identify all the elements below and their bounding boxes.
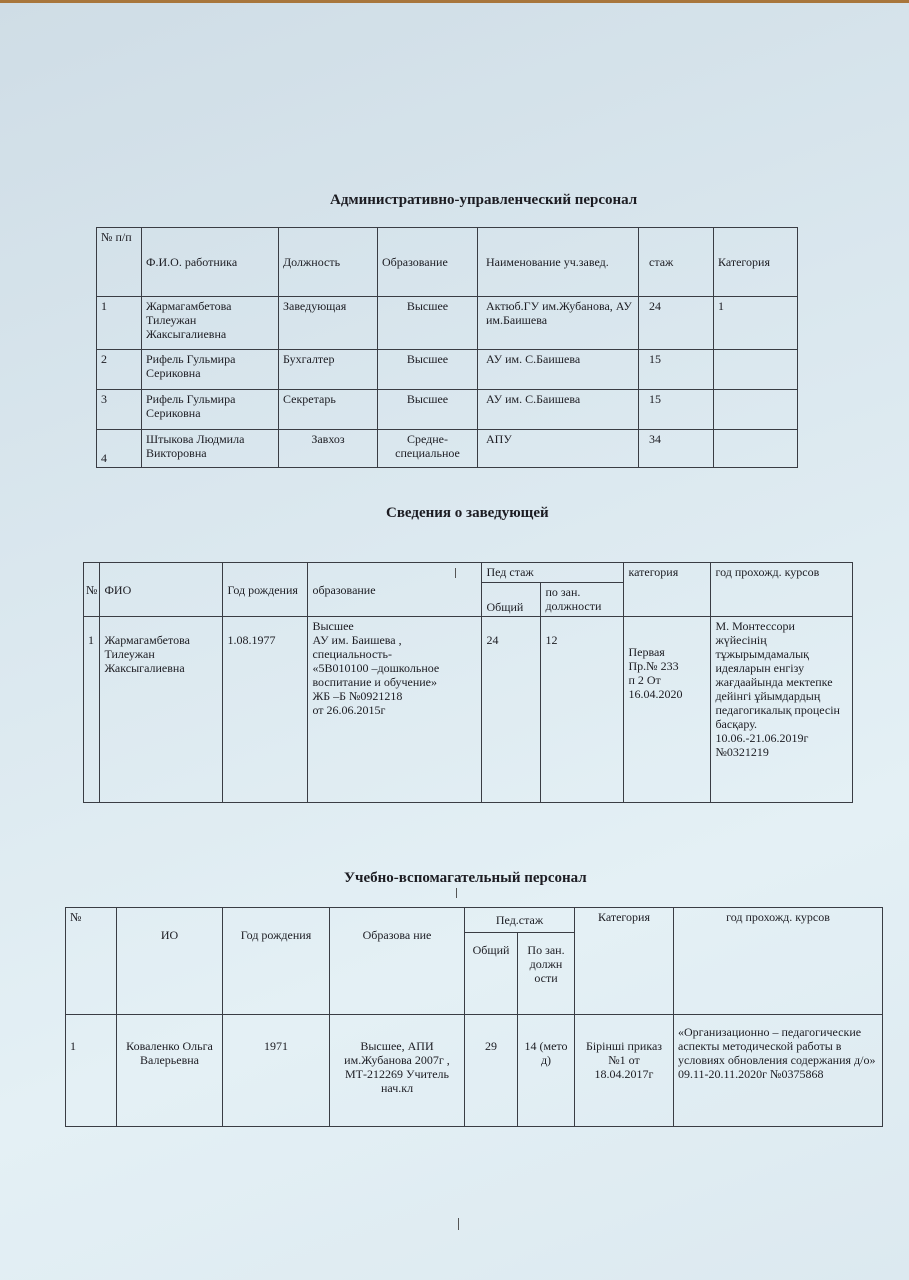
table-header-row — [66, 908, 883, 933]
header-num: № п/п — [97, 228, 142, 297]
cell-institution: Актюб.ГУ им.Жубанова, АУ им.Баишева — [478, 297, 639, 350]
cell-experience: 15 — [639, 350, 714, 390]
cell-courses: «Организационно – педагогические аспекты методической работы в условиях обновления содержания д/о» 09.11-20.11.2020г №0375868 — [674, 1015, 883, 1127]
table-row — [97, 350, 798, 390]
cell-total: 29 — [465, 1015, 518, 1127]
cell-category — [714, 390, 798, 430]
cell-name: Рифель Гульмира Сериковна — [142, 350, 279, 390]
cell-birth: 1971 — [223, 1015, 330, 1127]
header-courses: год прохожд. курсов — [711, 563, 853, 617]
table-row — [97, 390, 798, 430]
header-name: ФИО — [100, 563, 223, 617]
header-num: № — [66, 908, 117, 1015]
cell-education: Высшее АУ им. Баишева , специальность- «5В010100 –дошкольное воспитание и обучение» ЖБ –Б №0921218 от 26.06.2015г — [308, 617, 482, 803]
cell-name: Рифель Гульмира Сериковна — [142, 390, 279, 430]
cell-name: Коваленко Ольга Валерьевна — [117, 1015, 223, 1127]
cell-category — [714, 350, 798, 390]
table-row — [84, 617, 853, 803]
cell-institution: АУ им. С.Баишева — [478, 350, 639, 390]
admin-staff-table — [96, 227, 798, 468]
header-name: ИО — [117, 908, 223, 1015]
cell-education: Высшее, АПИ им.Жубанова 2007г , МТ-212269 Учитель нач.кл — [330, 1015, 465, 1127]
header-category: Категория — [575, 908, 674, 1015]
header-education: Образова ние — [330, 908, 465, 1015]
header-birth: Год рождения — [223, 908, 330, 1015]
cell-experience: 24 — [639, 297, 714, 350]
support-staff-title: Учебно-вспомагательный персонал — [344, 870, 587, 886]
header-ped-exp: Пед.стаж — [465, 908, 575, 933]
header-position: Должность — [279, 228, 378, 297]
cell-institution: АУ им. С.Баишева — [478, 390, 639, 430]
cell-position: Секретарь — [279, 390, 378, 430]
cell-education: Высшее — [378, 297, 478, 350]
cell-num: 1 — [97, 297, 142, 350]
paper-edge — [0, 0, 909, 3]
header-education: образование — [308, 563, 482, 617]
cell-num: 1 — [84, 617, 100, 803]
cell-experience: 34 — [639, 430, 714, 468]
print-mark — [455, 568, 456, 578]
cell-num: 1 — [66, 1015, 117, 1127]
cell-category: 1 — [714, 297, 798, 350]
header-num: № — [84, 563, 100, 617]
header-total: Общий — [465, 933, 518, 1015]
cell-num: 3 — [97, 390, 142, 430]
cell-category: Первая Пр.№ 233 п 2 От 16.04.2020 — [624, 617, 711, 803]
header-total: Общий — [482, 583, 541, 617]
print-mark — [456, 888, 457, 898]
table-header-row — [84, 563, 853, 583]
cell-total: 24 — [482, 617, 541, 803]
cell-institution: АПУ — [478, 430, 639, 468]
header-ped-exp: Пед стаж — [482, 563, 624, 583]
table-header-row — [97, 228, 798, 297]
cell-position: Заведующая — [279, 297, 378, 350]
header-category: категория — [624, 563, 711, 617]
header-institution: Наименование уч.завед. — [478, 228, 639, 297]
cell-name: Жармагамбетова Тилеужан Жаксыгалиевна — [100, 617, 223, 803]
cell-position: Завхоз — [279, 430, 378, 468]
table-row — [97, 297, 798, 350]
cell-courses: М. Монтессори жүйесінің тұжырымдамалық идеяларын енгізу жағдаайында мектепке дейінгі ұйымдардың педагогикалық процесін басқару. 10.06.-21.06.2019г №0321219 — [711, 617, 853, 803]
admin-staff-title: Административно-управленческий персонал — [330, 192, 638, 208]
cell-education: Высшее — [378, 350, 478, 390]
header-experience: стаж — [639, 228, 714, 297]
cell-birth: 1.08.1977 — [223, 617, 308, 803]
cell-name: Штыкова Людмила Викторовна — [142, 430, 279, 468]
header-by-position: По зан. должн ости — [518, 933, 575, 1015]
cell-category — [714, 430, 798, 468]
head-info-title: Сведения о заведующей — [386, 505, 549, 521]
header-name: Ф.И.О. работника — [142, 228, 279, 297]
support-staff-table — [65, 907, 883, 1127]
table-row — [66, 1015, 883, 1127]
header-courses: год прохожд. курсов — [674, 908, 883, 1015]
cell-position: Бухгалтер — [279, 350, 378, 390]
cell-by-position: 14 (мето д) — [518, 1015, 575, 1127]
cell-education: Средне-специальное — [378, 430, 478, 468]
cell-by-position: 12 — [541, 617, 624, 803]
head-info-table — [83, 562, 853, 803]
header-education: Образование — [378, 228, 478, 297]
print-mark — [458, 1218, 459, 1230]
cell-experience: 15 — [639, 390, 714, 430]
header-category: Категория — [714, 228, 798, 297]
header-birth: Год рождения — [223, 563, 308, 617]
table-row — [97, 430, 798, 468]
header-by-position: по зан. должности — [541, 583, 624, 617]
cell-category: Бірінші приказ №1 от 18.04.2017г — [575, 1015, 674, 1127]
cell-num: 2 — [97, 350, 142, 390]
cell-name: Жармагамбетова Тилеужан Жаксыгалиевна — [142, 297, 279, 350]
cell-num: 4 — [97, 430, 142, 468]
cell-education: Высшее — [378, 390, 478, 430]
